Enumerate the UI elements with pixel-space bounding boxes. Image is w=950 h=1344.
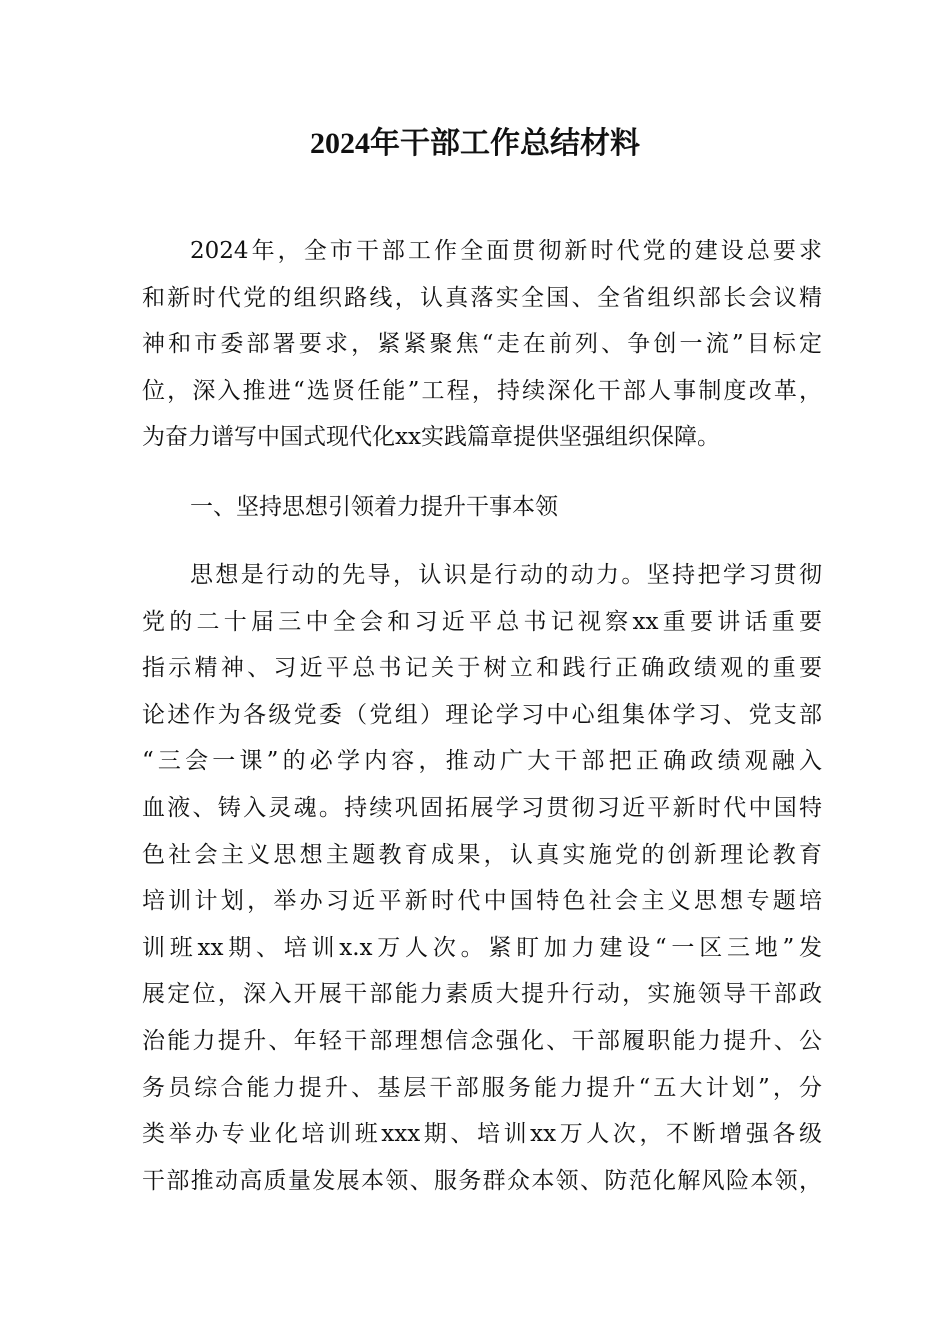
paragraph-line: 思想是行动的先导，认识是行动的动力。坚持把学习贯彻 xyxy=(190,562,822,588)
paragraph-line: 为奋力谱写中国式现代化xx实践篇章提供坚强组织保障。 xyxy=(142,424,720,451)
document-title: 2024年干部工作总结材料 xyxy=(310,127,640,160)
paragraph-line: 训班xx期、培训x.x万人次。紧盯加力建设“一区三地”发 xyxy=(142,934,822,961)
paragraph-line: 位，深入推进“选贤任能”工程，持续深化干部人事制度改革， xyxy=(142,377,822,404)
paragraph-line: 色社会主义思想主题教育成果，认真实施党的创新理论教育 xyxy=(142,841,822,868)
paragraph-line: 和新时代党的组织路线，认真落实全国、全省组织部长会议精 xyxy=(142,284,822,311)
paragraph-line: 干部推动高质量发展本领、服务群众本领、防范化解风险本领， xyxy=(142,1167,822,1194)
paragraph-line: 展定位，深入开展干部能力素质大提升行动，实施领导干部政 xyxy=(142,981,822,1008)
paragraph-line: “三会一课”的必学内容，推动广大干部把正确政绩观融入 xyxy=(142,748,822,775)
paragraph-line: 培训计划，举办习近平新时代中国特色社会主义思想专题培 xyxy=(142,888,822,915)
paragraph-line: 指示精神、习近平总书记关于树立和践行正确政绩观的重要 xyxy=(142,655,822,682)
paragraph-line: 类举办专业化培训班xxx期、培训xx万人次，不断增强各级 xyxy=(142,1121,822,1148)
paragraph-line: 论述作为各级党委（党组）理论学习中心组集体学习、党支部 xyxy=(142,701,822,728)
section-heading: 一、坚持思想引领着力提升干事本领 xyxy=(190,494,558,520)
paragraph-line: 2024年，全市干部工作全面贯彻新时代党的建设总要求 xyxy=(190,238,822,264)
paragraph-line: 神和市委部署要求，紧紧聚焦“走在前列、争创一流”目标定 xyxy=(142,331,822,358)
paragraph-line: 治能力提升、年轻干部理想信念强化、干部履职能力提升、公 xyxy=(142,1028,822,1054)
paragraph-line: 务员综合能力提升、基层干部服务能力提升“五大计划”，分 xyxy=(142,1074,822,1101)
paragraph-line: 血液、铸入灵魂。持续巩固拓展学习贯彻习近平新时代中国特 xyxy=(142,795,822,821)
paragraph-line: 党的二十届三中全会和习近平总书记视察xx重要讲话重要 xyxy=(142,608,822,635)
